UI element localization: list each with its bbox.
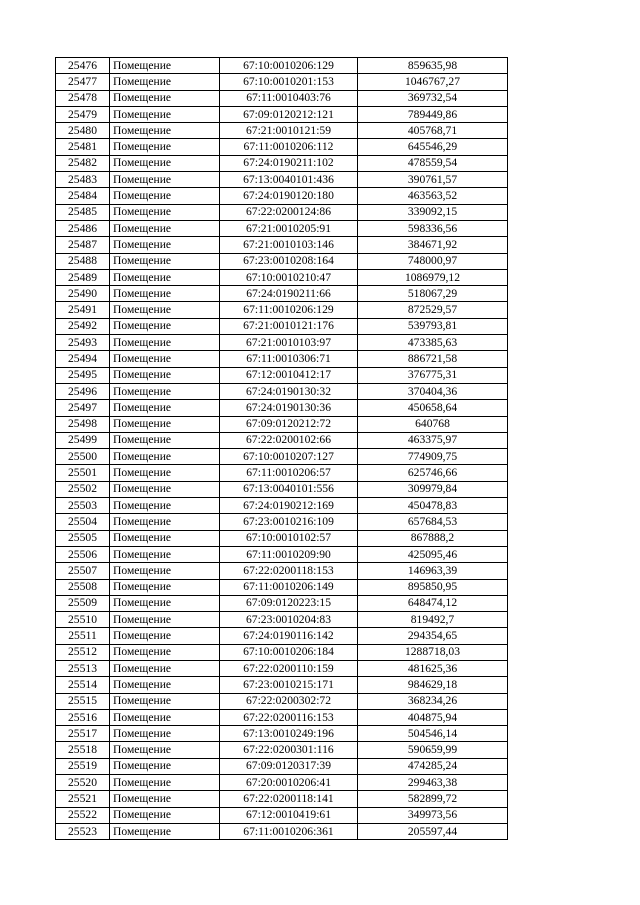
cadastral-value-cell: 895850,95	[358, 579, 508, 595]
row-number-cell: 25478	[56, 90, 110, 106]
cadastral-number-cell: 67:11:0010206:361	[220, 823, 358, 839]
table-row	[56, 807, 508, 823]
cadastral-value-cell: 450478,83	[358, 498, 508, 514]
object-type-cell: Помещение	[110, 546, 220, 562]
object-type-cell: Помещение	[110, 90, 220, 106]
cadastral-number-cell: 67:24:0190116:142	[220, 628, 358, 644]
object-type-cell: Помещение	[110, 595, 220, 611]
row-number-cell: 25484	[56, 188, 110, 204]
row-number-cell: 25488	[56, 253, 110, 269]
row-number-cell: 25499	[56, 432, 110, 448]
table-row	[56, 628, 508, 644]
table-row	[56, 791, 508, 807]
row-number-cell: 25486	[56, 220, 110, 236]
cadastral-number-cell: 67:09:0120223:15	[220, 595, 358, 611]
cadastral-value-cell: 474285,24	[358, 758, 508, 774]
table-row	[56, 644, 508, 660]
object-type-cell: Помещение	[110, 286, 220, 302]
cadastral-number-cell: 67:22:0200124:86	[220, 204, 358, 220]
cadastral-number-cell: 67:21:0010121:59	[220, 123, 358, 139]
row-number-cell: 25483	[56, 172, 110, 188]
table-row	[56, 367, 508, 383]
cadastral-number-cell: 67:21:0010103:97	[220, 335, 358, 351]
table-row	[56, 155, 508, 171]
table-row	[56, 449, 508, 465]
cadastral-value-cell: 473385,63	[358, 335, 508, 351]
object-type-cell: Помещение	[110, 758, 220, 774]
table-row	[56, 90, 508, 106]
cadastral-number-cell: 67:22:0200118:141	[220, 791, 358, 807]
object-type-cell: Помещение	[110, 449, 220, 465]
row-number-cell: 25501	[56, 465, 110, 481]
cadastral-value-cell: 205597,44	[358, 823, 508, 839]
object-type-cell: Помещение	[110, 204, 220, 220]
row-number-cell: 25523	[56, 823, 110, 839]
cadastral-number-cell: 67:10:0010207:127	[220, 449, 358, 465]
table-row	[56, 432, 508, 448]
cadastral-number-cell: 67:11:0010206:149	[220, 579, 358, 595]
table-row	[56, 139, 508, 155]
cadastral-number-cell: 67:22:0200301:116	[220, 742, 358, 758]
cadastral-value-cell: 478559,54	[358, 155, 508, 171]
object-type-cell: Помещение	[110, 351, 220, 367]
row-number-cell: 25518	[56, 742, 110, 758]
table-row	[56, 498, 508, 514]
row-number-cell: 25487	[56, 237, 110, 253]
cadastral-value-cell: 859635,98	[358, 58, 508, 74]
table-row	[56, 481, 508, 497]
row-number-cell: 25485	[56, 204, 110, 220]
cadastral-number-cell: 67:24:0190130:32	[220, 383, 358, 399]
row-number-cell: 25513	[56, 660, 110, 676]
table-row	[56, 677, 508, 693]
cadastral-number-cell: 67:21:0010103:146	[220, 237, 358, 253]
cadastral-number-cell: 67:23:0010216:109	[220, 514, 358, 530]
table-row	[56, 660, 508, 676]
object-type-cell: Помещение	[110, 172, 220, 188]
cadastral-value-cell: 819492,7	[358, 612, 508, 628]
object-type-cell: Помещение	[110, 628, 220, 644]
table-row	[56, 188, 508, 204]
cadastral-value-cell: 645546,29	[358, 139, 508, 155]
table-row	[56, 269, 508, 285]
cadastral-number-cell: 67:22:0200302:72	[220, 693, 358, 709]
row-number-cell: 25495	[56, 367, 110, 383]
table-row	[56, 726, 508, 742]
cadastral-number-cell: 67:11:0010306:71	[220, 351, 358, 367]
cadastral-number-cell: 67:22:0200102:66	[220, 432, 358, 448]
object-type-cell: Помещение	[110, 139, 220, 155]
document-page	[55, 57, 507, 840]
table-row	[56, 237, 508, 253]
cadastral-value-cell: 582899,72	[358, 791, 508, 807]
object-type-cell: Помещение	[110, 155, 220, 171]
table-row	[56, 612, 508, 628]
cadastral-value-cell: 425095,46	[358, 546, 508, 562]
table-row	[56, 286, 508, 302]
cadastral-number-cell: 67:13:0040101:436	[220, 172, 358, 188]
object-type-cell: Помещение	[110, 367, 220, 383]
row-number-cell: 25519	[56, 758, 110, 774]
row-number-cell: 25522	[56, 807, 110, 823]
cadastral-value-cell: 309979,84	[358, 481, 508, 497]
object-type-cell: Помещение	[110, 383, 220, 399]
row-number-cell: 25514	[56, 677, 110, 693]
cadastral-number-cell: 67:23:0010215:171	[220, 677, 358, 693]
cadastral-number-cell: 67:20:0010206:41	[220, 775, 358, 791]
table-row	[56, 58, 508, 74]
cadastral-value-cell: 886721,58	[358, 351, 508, 367]
cadastral-number-cell: 67:11:0010206:129	[220, 302, 358, 318]
table-row	[56, 775, 508, 791]
cadastral-value-cell: 368234,26	[358, 693, 508, 709]
object-type-cell: Помещение	[110, 660, 220, 676]
table-row	[56, 383, 508, 399]
row-number-cell: 25503	[56, 498, 110, 514]
table-row	[56, 563, 508, 579]
table-row	[56, 106, 508, 122]
object-type-cell: Помещение	[110, 416, 220, 432]
cadastral-number-cell: 67:10:0010102:57	[220, 530, 358, 546]
table-row	[56, 351, 508, 367]
row-number-cell: 25494	[56, 351, 110, 367]
object-type-cell: Помещение	[110, 742, 220, 758]
cadastral-number-cell: 67:09:0120212:121	[220, 106, 358, 122]
object-type-cell: Помещение	[110, 498, 220, 514]
table-row	[56, 74, 508, 90]
cadastral-number-cell: 67:10:0010206:184	[220, 644, 358, 660]
object-type-cell: Помещение	[110, 726, 220, 742]
cadastral-number-cell: 67:23:0010208:164	[220, 253, 358, 269]
cadastral-value-cell: 405768,71	[358, 123, 508, 139]
table-row	[56, 335, 508, 351]
table-row	[56, 253, 508, 269]
cadastral-number-cell: 67:21:0010121:176	[220, 318, 358, 334]
object-type-cell: Помещение	[110, 612, 220, 628]
cadastral-value-cell: 376775,31	[358, 367, 508, 383]
table-row	[56, 742, 508, 758]
cadastral-value-cell: 590659,99	[358, 742, 508, 758]
cadastral-value-cell: 504546,14	[358, 726, 508, 742]
cadastral-value-cell: 450658,64	[358, 400, 508, 416]
object-type-cell: Помещение	[110, 269, 220, 285]
object-type-cell: Помещение	[110, 253, 220, 269]
table-row	[56, 123, 508, 139]
row-number-cell: 25506	[56, 546, 110, 562]
table-row	[56, 709, 508, 725]
cadastral-number-cell: 67:22:0200110:159	[220, 660, 358, 676]
cadastral-number-cell: 67:10:0010201:153	[220, 74, 358, 90]
object-type-cell: Помещение	[110, 514, 220, 530]
table-row	[56, 579, 508, 595]
cadastral-value-cell: 1086979,12	[358, 269, 508, 285]
row-number-cell: 25505	[56, 530, 110, 546]
cadastral-number-cell: 67:24:0190120:180	[220, 188, 358, 204]
table-row	[56, 693, 508, 709]
cadastral-number-cell: 67:11:0010206:112	[220, 139, 358, 155]
cadastral-number-cell: 67:13:0040101:556	[220, 481, 358, 497]
cadastral-number-cell: 67:22:0200116:153	[220, 709, 358, 725]
row-number-cell: 25490	[56, 286, 110, 302]
cadastral-value-cell: 369732,54	[358, 90, 508, 106]
cadastral-value-cell: 463563,52	[358, 188, 508, 204]
cadastral-number-cell: 67:10:0010210:47	[220, 269, 358, 285]
row-number-cell: 25476	[56, 58, 110, 74]
cadastral-value-cell: 1046767,27	[358, 74, 508, 90]
cadastral-number-cell: 67:10:0010206:129	[220, 58, 358, 74]
table-row	[56, 595, 508, 611]
cadastral-value-cell: 404875,94	[358, 709, 508, 725]
cadastral-number-cell: 67:23:0010204:83	[220, 612, 358, 628]
row-number-cell: 25496	[56, 383, 110, 399]
cadastral-value-cell: 657684,53	[358, 514, 508, 530]
object-type-cell: Помещение	[110, 106, 220, 122]
cadastral-value-cell: 463375,97	[358, 432, 508, 448]
cadastral-value-cell: 774909,75	[358, 449, 508, 465]
table-body	[56, 58, 508, 840]
table-row	[56, 204, 508, 220]
cadastral-number-cell: 67:21:0010205:91	[220, 220, 358, 236]
row-number-cell: 25507	[56, 563, 110, 579]
cadastral-number-cell: 67:11:0010206:57	[220, 465, 358, 481]
row-number-cell: 25521	[56, 791, 110, 807]
cadastral-number-cell: 67:24:0190130:36	[220, 400, 358, 416]
cadastral-value-cell: 349973,56	[358, 807, 508, 823]
cadastral-value-cell: 872529,57	[358, 302, 508, 318]
table-row	[56, 416, 508, 432]
row-number-cell: 25512	[56, 644, 110, 660]
object-type-cell: Помещение	[110, 123, 220, 139]
cadastral-value-cell: 984629,18	[358, 677, 508, 693]
table-row	[56, 318, 508, 334]
cadastral-value-cell: 1288718,03	[358, 644, 508, 660]
cadastral-value-cell: 146963,39	[358, 563, 508, 579]
cadastral-value-cell: 390761,57	[358, 172, 508, 188]
object-type-cell: Помещение	[110, 693, 220, 709]
cadastral-value-cell: 384671,92	[358, 237, 508, 253]
table-row	[56, 465, 508, 481]
object-type-cell: Помещение	[110, 823, 220, 839]
object-type-cell: Помещение	[110, 775, 220, 791]
object-type-cell: Помещение	[110, 318, 220, 334]
table-row	[56, 758, 508, 774]
row-number-cell: 25520	[56, 775, 110, 791]
table-row	[56, 400, 508, 416]
row-number-cell: 25500	[56, 449, 110, 465]
object-type-cell: Помещение	[110, 807, 220, 823]
row-number-cell: 25480	[56, 123, 110, 139]
cadastral-number-cell: 67:24:0190212:169	[220, 498, 358, 514]
object-type-cell: Помещение	[110, 335, 220, 351]
row-number-cell: 25516	[56, 709, 110, 725]
cadastral-number-cell: 67:09:0120317:39	[220, 758, 358, 774]
table-row	[56, 530, 508, 546]
row-number-cell: 25482	[56, 155, 110, 171]
property-registry-table	[55, 57, 508, 840]
cadastral-value-cell: 625746,66	[358, 465, 508, 481]
row-number-cell: 25481	[56, 139, 110, 155]
table-row	[56, 514, 508, 530]
cadastral-value-cell: 539793,81	[358, 318, 508, 334]
cadastral-number-cell: 67:13:0010249:196	[220, 726, 358, 742]
row-number-cell: 25504	[56, 514, 110, 530]
object-type-cell: Помещение	[110, 465, 220, 481]
cadastral-number-cell: 67:11:0010209:90	[220, 546, 358, 562]
row-number-cell: 25510	[56, 612, 110, 628]
table-row	[56, 220, 508, 236]
cadastral-number-cell: 67:12:0010412:17	[220, 367, 358, 383]
row-number-cell: 25497	[56, 400, 110, 416]
row-number-cell: 25517	[56, 726, 110, 742]
row-number-cell: 25515	[56, 693, 110, 709]
cadastral-number-cell: 67:09:0120212:72	[220, 416, 358, 432]
object-type-cell: Помещение	[110, 644, 220, 660]
object-type-cell: Помещение	[110, 677, 220, 693]
row-number-cell: 25493	[56, 335, 110, 351]
cadastral-value-cell: 299463,38	[358, 775, 508, 791]
cadastral-number-cell: 67:11:0010403:76	[220, 90, 358, 106]
cadastral-value-cell: 789449,86	[358, 106, 508, 122]
object-type-cell: Помещение	[110, 563, 220, 579]
cadastral-number-cell: 67:12:0010419:61	[220, 807, 358, 823]
row-number-cell: 25511	[56, 628, 110, 644]
table-row	[56, 302, 508, 318]
object-type-cell: Помещение	[110, 188, 220, 204]
row-number-cell: 25508	[56, 579, 110, 595]
row-number-cell: 25479	[56, 106, 110, 122]
cadastral-value-cell: 339092,15	[358, 204, 508, 220]
row-number-cell: 25491	[56, 302, 110, 318]
row-number-cell: 25509	[56, 595, 110, 611]
object-type-cell: Помещение	[110, 237, 220, 253]
row-number-cell: 25492	[56, 318, 110, 334]
object-type-cell: Помещение	[110, 58, 220, 74]
object-type-cell: Помещение	[110, 302, 220, 318]
object-type-cell: Помещение	[110, 481, 220, 497]
row-number-cell: 25502	[56, 481, 110, 497]
cadastral-value-cell: 598336,56	[358, 220, 508, 236]
cadastral-value-cell: 294354,65	[358, 628, 508, 644]
row-number-cell: 25477	[56, 74, 110, 90]
object-type-cell: Помещение	[110, 530, 220, 546]
object-type-cell: Помещение	[110, 400, 220, 416]
cadastral-value-cell: 640768	[358, 416, 508, 432]
object-type-cell: Помещение	[110, 791, 220, 807]
cadastral-value-cell: 518067,29	[358, 286, 508, 302]
cadastral-number-cell: 67:22:0200118:153	[220, 563, 358, 579]
table-row	[56, 172, 508, 188]
cadastral-value-cell: 867888,2	[358, 530, 508, 546]
object-type-cell: Помещение	[110, 709, 220, 725]
row-number-cell: 25489	[56, 269, 110, 285]
table-row	[56, 823, 508, 839]
object-type-cell: Помещение	[110, 579, 220, 595]
cadastral-number-cell: 67:24:0190211:66	[220, 286, 358, 302]
table-row	[56, 546, 508, 562]
object-type-cell: Помещение	[110, 74, 220, 90]
cadastral-number-cell: 67:24:0190211:102	[220, 155, 358, 171]
row-number-cell: 25498	[56, 416, 110, 432]
cadastral-value-cell: 370404,36	[358, 383, 508, 399]
cadastral-value-cell: 648474,12	[358, 595, 508, 611]
cadastral-value-cell: 481625,36	[358, 660, 508, 676]
cadastral-value-cell: 748000,97	[358, 253, 508, 269]
object-type-cell: Помещение	[110, 220, 220, 236]
object-type-cell: Помещение	[110, 432, 220, 448]
